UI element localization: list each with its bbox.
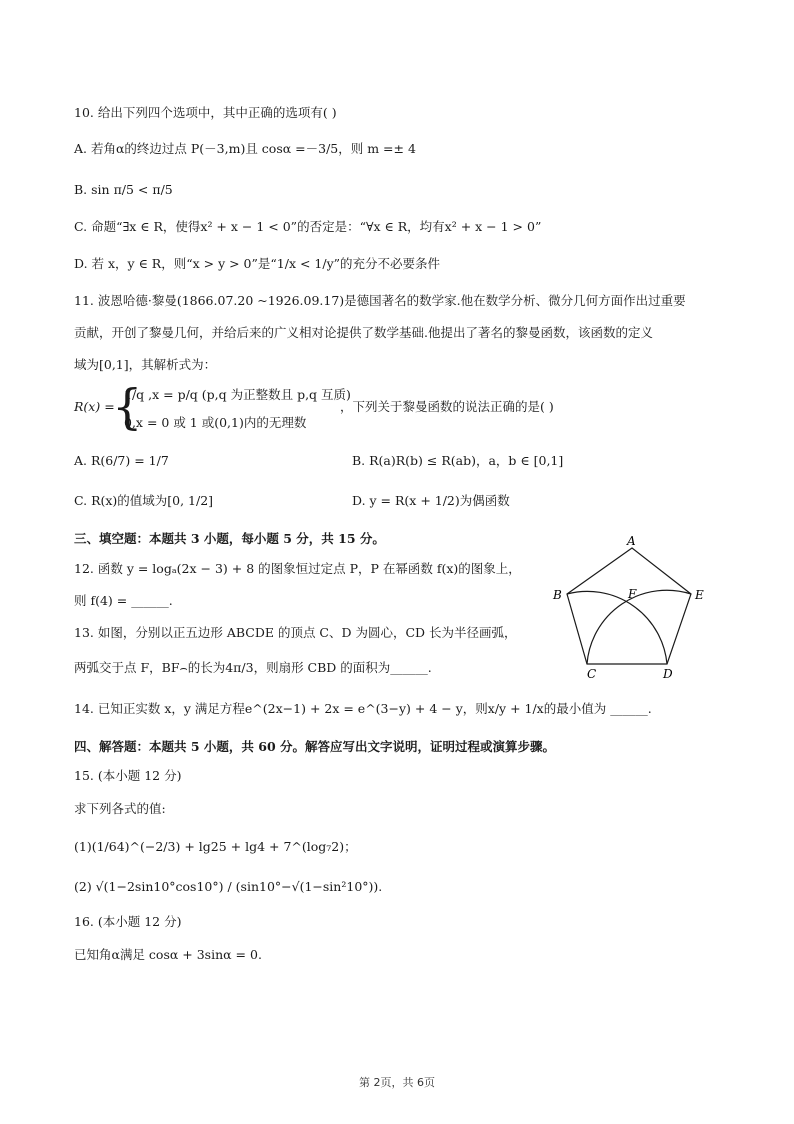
q11-case2: 0,x = 0 或 1 或(0,1)内的无理数: [124, 415, 307, 430]
q15-part2: (2) √(1−2sin10°cos10°) / (sin10°−√(1−sin²10°)).: [74, 879, 383, 894]
q11-stem-line1: 11. 波恩哈德·黎曼(1866.07.20 ~1926.09.17)是德国著名的数学家.他在数学分析、微分几何方面作出过重要: [74, 293, 686, 308]
q12-line1: 12. 函数 y = logₐ(2x − 3) + 8 的图象恒过定点 P，P 在幂函数 f(x)的图象上，: [74, 561, 521, 576]
q11-stem-line2: 贡献，开创了黎曼几何，并给后来的广义相对论提供了数学基础.他提出了著名的黎曼函数，该函数的定义: [74, 325, 653, 340]
label-b: B: [553, 588, 562, 602]
label-a: A: [627, 534, 636, 548]
q15-heading: 15. (本小题 12 分): [74, 768, 182, 783]
q11-stem-line3: 域为[0,1]，其解析式为：: [74, 357, 217, 372]
label-c: C: [587, 667, 597, 681]
arc-centered-d: [587, 590, 691, 664]
q15-part1: (1)(1/64)^(−2/3) + lg25 + lg4 + 7^(log₇2)；: [74, 839, 357, 854]
q16-heading: 16. (本小题 12 分): [74, 914, 182, 929]
label-e: E: [695, 588, 704, 602]
q13-line2: 两弧交于点 F，BF⌢的长为4π/3，则扇形 CBD 的面积为______.: [74, 660, 432, 675]
q10-option-c: C. 命题“∃x ∈ R，使得x² + x − 1 < 0”的否定是：“∀x ∈ R，均有x² + x − 1 > 0”: [74, 219, 542, 234]
section-4-heading: 四、解答题：本题共 5 小题，共 60 分。解答应写出文字说明，证明过程或演算步骤。: [74, 739, 556, 754]
q12-line2: 则 f(4) = ______.: [74, 593, 173, 608]
page-footer: 第 2页，共 6页: [359, 1076, 435, 1089]
q11-option-d: D. y = R(x + 1/2)为偶函数: [352, 493, 510, 508]
q14-line: 14. 已知正实数 x，y 满足方程e^(2x−1) + 2x = e^(3−y) + 4 − y，则x/y + 1/x的最小值为 ______.: [74, 701, 652, 716]
q11-option-b: B. R(a)R(b) ≤ R(ab)，a，b ∈ [0,1]: [352, 453, 564, 468]
q10-option-a: A. 若角α的终边过点 P(－3,m)且 cosα =－3/5，则 m =± 4: [74, 141, 416, 156]
pentagon-abcde: [567, 548, 691, 664]
q11-case1: 1/q ,x = p/q (p,q 为正整数且 p,q 互质): [124, 387, 351, 402]
label-d: D: [663, 667, 673, 681]
q11-stem-tail: ，下列关于黎曼函数的说法正确的是( ): [340, 399, 554, 414]
q10-stem: 10. 给出下列四个选项中，其中正确的选项有( ): [74, 105, 337, 120]
q15-ask: 求下列各式的值:: [74, 801, 166, 816]
pentagon-figure: [550, 532, 720, 682]
q11-option-a: A. R(6/7) = 1/7: [74, 453, 169, 468]
q11-function-lhs: R(x) =: [74, 399, 115, 414]
q10-option-d: D. 若 x，y ∈ R，则“x > y > 0”是“1/x < 1/y”的充分不必要条件: [74, 256, 441, 271]
label-f: F: [628, 587, 637, 601]
arc-centered-c: [567, 591, 667, 664]
q13-line1: 13. 如图，分别以正五边形 ABCDE 的顶点 C、D 为圆心，CD 长为半径画弧，: [74, 625, 517, 640]
q11-piecewise-brace: {: [112, 379, 143, 435]
q10-option-b: B. sin π/5 < π/5: [74, 182, 173, 197]
q11-option-c: C. R(x)的值域为[0, 1/2]: [74, 493, 214, 508]
q16-line: 已知角α满足 cosα + 3sinα = 0.: [74, 947, 262, 962]
section-3-heading: 三、填空题：本题共 3 小题，每小题 5 分，共 15 分。: [74, 531, 385, 546]
